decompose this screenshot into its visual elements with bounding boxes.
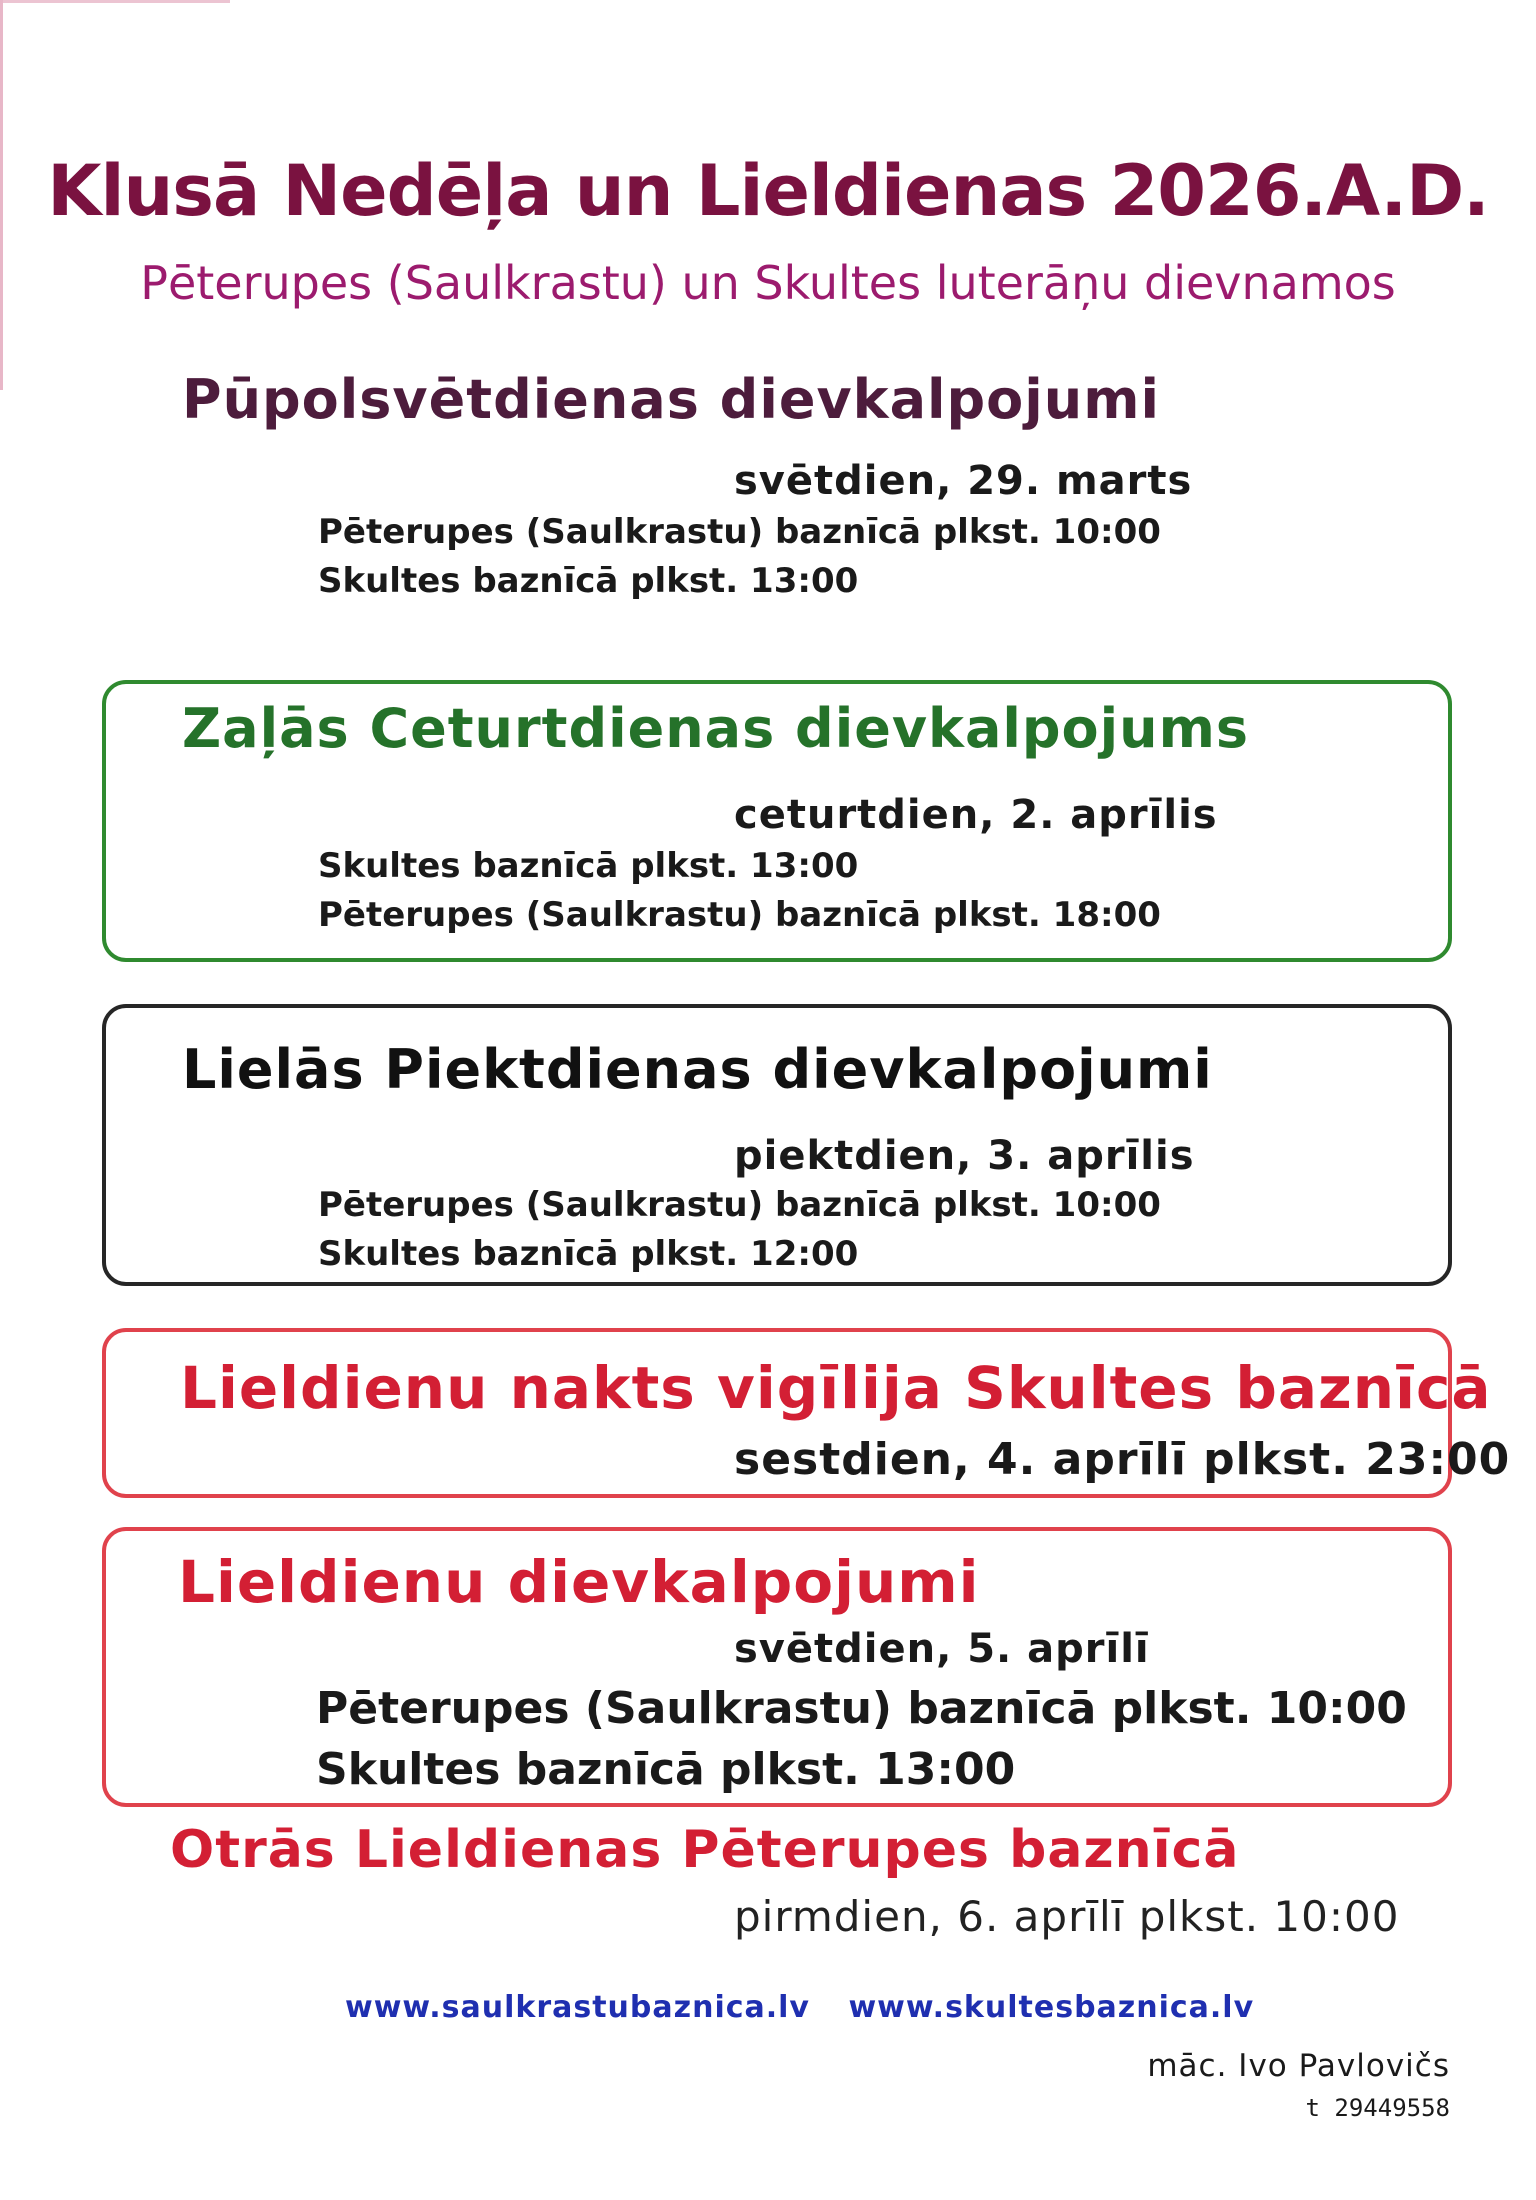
page-title: Klusā Nedēļa un Lieldienas 2026.A.D. — [47, 150, 1489, 232]
section-heading-maundy-thursday: Zaļās Ceturtdienas dievkalpojums — [182, 697, 1250, 760]
pastor-phone: t 29449558 — [1305, 2094, 1450, 2122]
service-line: Skultes baznīcā plkst. 13:00 — [318, 846, 859, 886]
edge-line-top — [0, 0, 230, 3]
service-line: Pēterupes (Saulkrastu) baznīcā plkst. 10:00 — [318, 512, 1161, 552]
service-line: Skultes baznīcā plkst. 13:00 — [316, 1744, 1016, 1795]
service-line: Pēterupes (Saulkrastu) baznīcā plkst. 18:00 — [318, 895, 1161, 935]
website-link-saulkrasti[interactable]: www.saulkrastubaznica.lv — [345, 1990, 810, 2025]
section-heading-easter-sunday: Lieldienu dievkalpojumi — [178, 1548, 980, 1616]
section-heading-good-friday: Lielās Piektdienas dievkalpojumi — [182, 1038, 1213, 1101]
website-link-skulte[interactable]: www.skultesbaznica.lv — [848, 1990, 1255, 2025]
section-date-good-friday: piektdien, 3. aprīlis — [734, 1133, 1195, 1179]
pastor-name: māc. Ivo Pavlovičs — [1147, 2048, 1450, 2084]
section-date-easter-vigil: sestdien, 4. aprīlī plkst. 23:00 — [734, 1434, 1511, 1485]
section-date-palm-sunday: svētdien, 29. marts — [734, 458, 1193, 504]
service-line: Pēterupes (Saulkrastu) baznīcā plkst. 10:00 — [318, 1185, 1161, 1225]
page-subtitle: Pēterupes (Saulkrastu) un Skultes luterāņu dievnamos — [140, 256, 1396, 310]
service-line: Pēterupes (Saulkrastu) baznīcā plkst. 10:00 — [316, 1683, 1407, 1734]
footer-links — [345, 1990, 1282, 2025]
service-line: Skultes baznīcā plkst. 13:00 — [318, 561, 859, 601]
section-date-easter-monday: pirmdien, 6. aprīlī plkst. 10:00 — [734, 1892, 1400, 1941]
section-date-easter-sunday: svētdien, 5. aprīlī — [734, 1626, 1150, 1672]
service-line: Skultes baznīcā plkst. 12:00 — [318, 1234, 859, 1274]
section-heading-easter-vigil: Lieldienu nakts vigīlija Skultes baznīcā — [180, 1354, 1492, 1422]
section-heading-palm-sunday: Pūpolsvētdienas dievkalpojumi — [182, 368, 1161, 431]
section-date-maundy-thursday: ceturtdien, 2. aprīlis — [734, 792, 1218, 838]
section-heading-easter-monday: Otrās Lieldienas Pēterupes baznīcā — [170, 1820, 1240, 1880]
